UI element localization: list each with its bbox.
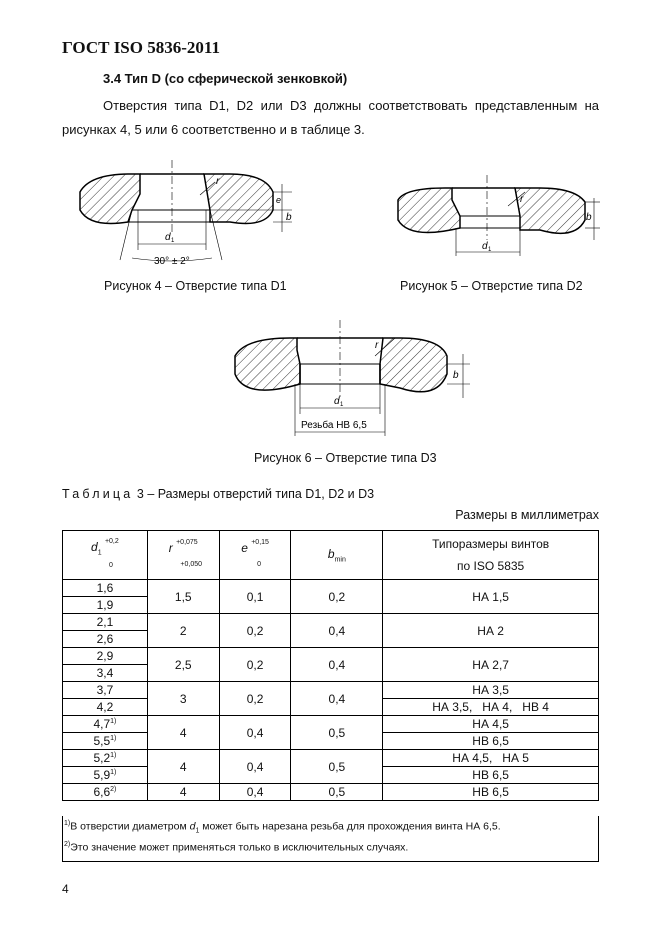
table-cell: 1,9 bbox=[63, 597, 148, 614]
table-cell: 2,9 bbox=[63, 648, 148, 665]
table-cell: НА 2 bbox=[383, 614, 599, 648]
document-header: ГОСТ ISO 5836-2011 bbox=[62, 38, 220, 57]
body-paragraph: Отверстия типа D1, D2 или D3 должны соответствовать представленным на рисунках 4, 5 или 6 соответственно и в таблице 3. bbox=[62, 98, 599, 137]
fig4-r-label: r bbox=[216, 176, 220, 187]
table-header-row bbox=[63, 531, 599, 580]
table-cell: 0,5 bbox=[291, 750, 383, 784]
table-cell: 0,2 bbox=[291, 580, 383, 614]
table-row bbox=[63, 750, 599, 767]
table-row bbox=[63, 580, 599, 597]
section-title: 3.4 Тип D (со сферической зенковкой) bbox=[103, 71, 348, 86]
fig5-d-sub: 1 bbox=[488, 247, 492, 253]
table-cell: 4 bbox=[147, 716, 219, 750]
table-cell: 1,6 bbox=[63, 580, 148, 597]
table-cell: 0,4 bbox=[219, 716, 291, 750]
table-cell: 4 bbox=[147, 784, 219, 801]
table-cell: 5,5$^{1)}$ bbox=[63, 733, 148, 750]
fig4-d-sub: 1 bbox=[171, 238, 175, 244]
table-cell: НА 4,5, НА 5 bbox=[383, 750, 599, 767]
header-d1: $d_1$ $^{+0,2}$ 0 bbox=[63, 531, 148, 580]
fig6-d-sub: 1 bbox=[340, 402, 344, 408]
fig6-d-label: d bbox=[334, 396, 340, 407]
fig4-d-label: d bbox=[165, 232, 171, 243]
table-row bbox=[63, 648, 599, 665]
table-cell: 2 bbox=[147, 614, 219, 648]
figure-5-caption: Рисунок 5 – Отверстие типа D2 bbox=[400, 279, 583, 293]
fig6-thread-label: Резьба НВ 6,5 bbox=[301, 420, 367, 431]
fig5-r-label: r bbox=[520, 194, 524, 205]
fig5-d-label: d bbox=[482, 241, 488, 252]
table-cell: 0,4 bbox=[291, 648, 383, 682]
table-title-rest: 3 – Размеры отверстий типа D1, D2 и D3 bbox=[136, 487, 375, 501]
fig4-e-label: e bbox=[276, 195, 282, 205]
fig4-b-label: b bbox=[286, 212, 292, 223]
table-cell: 4,7$^{1)}$ bbox=[63, 716, 148, 733]
table-cell: 2,5 bbox=[147, 648, 219, 682]
table-cell: 0,4 bbox=[219, 784, 291, 801]
table-cell: 5,2$^{1)}$ bbox=[63, 750, 148, 767]
table-cell: НА 3,5 bbox=[383, 682, 599, 699]
table-cell: 4 bbox=[147, 750, 219, 784]
table-title-prefix: Таблица bbox=[62, 487, 134, 501]
table-cell: НА 3,5, НА 4, НВ 4 bbox=[383, 699, 599, 716]
footnote-2: $^{2)}$Это значение может применяться только в исключительных случаях. bbox=[64, 841, 409, 854]
figure-5-drawing bbox=[390, 170, 610, 260]
figure-6-drawing bbox=[225, 318, 475, 442]
table-cell: 0,4 bbox=[291, 614, 383, 648]
table-cell: 0,4 bbox=[219, 750, 291, 784]
units-note: Размеры в миллиметрах bbox=[455, 508, 599, 522]
table-cell: 6,6$^{2)}$ bbox=[63, 784, 148, 801]
header-r: r $^{+0,075}$ +0,050 bbox=[147, 531, 219, 580]
footnote-1: $^{1)}$В отверстии диаметром $d_1$ может быть нарезана резьба для прохождения винта НА 6,5. bbox=[64, 820, 501, 835]
header-e: e $^{+0,15}$ 0 bbox=[219, 531, 291, 580]
table-cell: 0,1 bbox=[219, 580, 291, 614]
header-b: $b_{min}$ bbox=[291, 531, 383, 580]
table-row bbox=[63, 716, 599, 733]
table-cell: 3,7 bbox=[63, 682, 148, 699]
table-cell: НВ 6,5 bbox=[383, 767, 599, 784]
table-cell: 0,2 bbox=[219, 648, 291, 682]
figure-6-caption: Рисунок 6 – Отверстие типа D3 bbox=[254, 451, 437, 465]
figure-4-caption: Рисунок 4 – Отверстие типа D1 bbox=[104, 279, 287, 293]
fig6-r-label: r bbox=[375, 340, 379, 351]
table-title bbox=[62, 487, 374, 501]
table-cell: 0,4 bbox=[291, 682, 383, 716]
fig4-angle-label: 30° ± 2° bbox=[154, 256, 190, 267]
table-cell: НВ 6,5 bbox=[383, 784, 599, 801]
table-cell: 3 bbox=[147, 682, 219, 716]
table-cell: 2,6 bbox=[63, 631, 148, 648]
figure-4-drawing bbox=[70, 160, 310, 268]
dimensions-table bbox=[62, 530, 599, 801]
table-cell: НА 4,5 bbox=[383, 716, 599, 733]
table-row bbox=[63, 784, 599, 801]
header-screws: Типоразмеры винтов по ISO 5835 bbox=[383, 531, 599, 580]
table-row bbox=[63, 682, 599, 699]
table-cell: 0,5 bbox=[291, 716, 383, 750]
page-number: 4 bbox=[62, 882, 69, 896]
table-cell: НА 1,5 bbox=[383, 580, 599, 614]
table-cell: 0,2 bbox=[219, 614, 291, 648]
fig6-b-label: b bbox=[453, 370, 459, 381]
table-cell: НА 2,7 bbox=[383, 648, 599, 682]
table-cell: 0,5 bbox=[291, 784, 383, 801]
fig5-b-label: b bbox=[586, 212, 592, 223]
table-cell: НВ 6,5 bbox=[383, 733, 599, 750]
table-cell: 5,9$^{1)}$ bbox=[63, 767, 148, 784]
table-row bbox=[63, 614, 599, 631]
table-cell: 3,4 bbox=[63, 665, 148, 682]
table-cell: 2,1 bbox=[63, 614, 148, 631]
table-cell: 4,2 bbox=[63, 699, 148, 716]
table-cell: 1,5 bbox=[147, 580, 219, 614]
table-cell: 0,2 bbox=[219, 682, 291, 716]
